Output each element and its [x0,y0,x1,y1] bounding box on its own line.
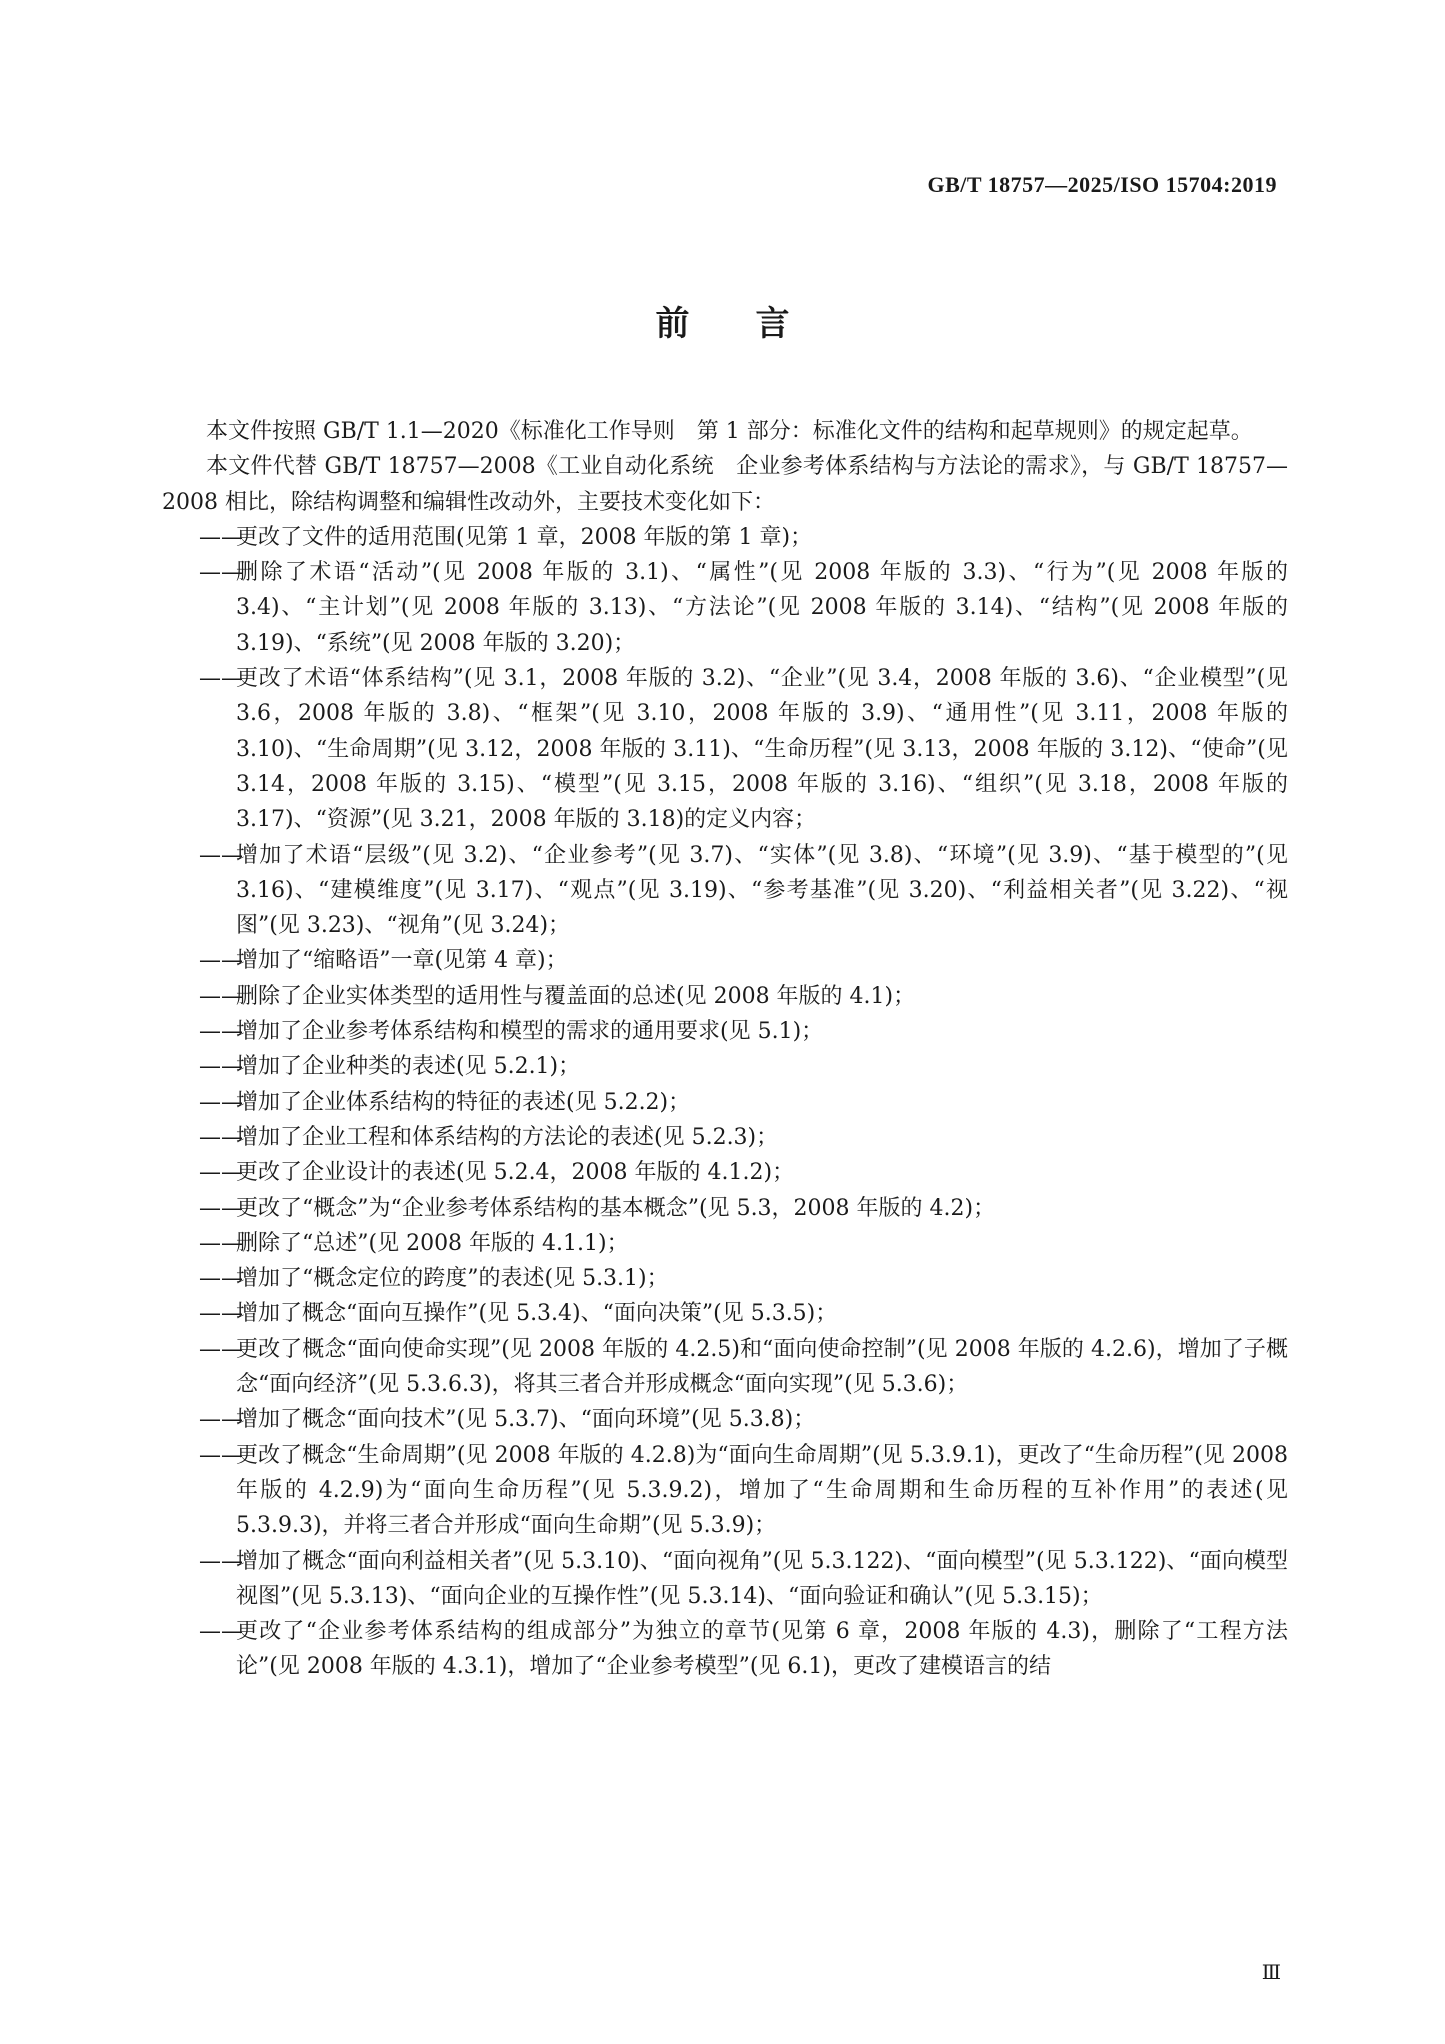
change-item-text: 增加了企业参考体系结构和模型的需求的通用要求(见 5.1)； [236,1019,824,1045]
change-item [162,661,1288,837]
item-dash: —— [199,842,243,868]
item-dash: —— [199,1230,243,1256]
change-item-text: 更改了“概念”为“企业参考体系结构的基本概念”(见 5.3，2008 年版的 4.2)； [236,1195,996,1221]
change-item [162,1332,1288,1403]
item-dash: —— [199,1019,243,1045]
change-item-text: 增加了概念“面向利益相关者”(见 5.3.10)、“面向视角”(见 5.3.122)、“面向模型”(见 5.3.122)、“面向模型视图”(见 5.3.13)、“面向企业的互操作性”(见 5.3.14)、“面向验证和确认”(见 5.3.15)； [236,1548,1288,1609]
change-item [162,1261,1288,1296]
change-item-text: 增加了概念“面向技术”(见 5.3.7)、“面向环境”(见 5.3.8)； [236,1407,816,1433]
paragraph: 本文件按照 GB/T 1.1—2020《标准化工作导则 第 1 部分：标准化文件的结构和起草规则》的规定起草。 [206,419,1253,444]
page-number: Ⅲ [1261,1962,1281,1984]
change-item-text: 更改了文件的适用范围(见第 1 章，2008 年版的第 1 章)； [236,524,813,550]
item-dash: —— [199,983,243,1009]
page-title-part-2: 言 [755,304,790,344]
change-item [162,1544,1288,1615]
item-dash: —— [199,524,243,550]
item-dash: —— [199,1442,243,1468]
item-dash: —— [199,1407,243,1433]
change-item [162,1614,1288,1685]
change-item [162,1014,1288,1049]
change-item [162,979,1288,1014]
change-item-text: 删除了企业实体类型的适用性与覆盖面的总述(见 2008 年版的 4.1)； [236,983,916,1009]
change-item [162,1402,1288,1437]
item-dash: —— [199,1054,243,1080]
item-dash: —— [199,666,243,692]
item-dash: —— [199,1548,243,1574]
change-item-text: 更改了“企业参考体系结构的组成部分”为独立的章节(见第 6 章，2008 年版的 4.3)，删除了“工程方法论”(见 2008 年版的 4.3.1)，增加了“企业参考模型”(见 6.1)，更改了建模语言的结 [236,1619,1288,1680]
change-item [162,555,1288,661]
item-dash: —— [199,1089,243,1115]
change-item-text: 删除了“总述”(见 2008 年版的 4.1.1)； [236,1230,629,1256]
item-dash: —— [199,1301,243,1327]
change-item [162,943,1288,978]
item-dash: —— [199,1195,243,1221]
document-body [162,414,1288,1685]
change-item [162,838,1288,944]
change-item [162,1296,1288,1331]
change-item-text: 增加了企业体系结构的特征的表述(见 5.2.2)； [236,1089,691,1115]
item-dash: —— [199,560,243,586]
page-title [0,296,1445,345]
item-dash: —— [199,1619,243,1645]
item-dash: —— [199,1160,243,1186]
item-dash: —— [199,948,243,974]
paragraph: 本文件代替 GB/T 18757—2008《工业自动化系统 企业参考体系结构与方法论的需求》，与 GB/T 18757—2008 相比，除结构调整和编辑性改动外，主要技术变化如下： [162,454,1288,515]
page-title-part-1: 前 [655,304,690,344]
item-dash: —— [199,1266,243,1292]
change-item-text: 增加了术语“层级”(见 3.2)、“企业参考”(见 3.7)、“实体”(见 3.8)、“环境”(见 3.9)、“基于模型的”(见 3.16)、“建模维度”(见 3.17)、“观点”(见 3.19)、“参考基准”(见 3.20)、“利益相关者”(见 3.22)、“视图”(见 3.23)、“视角”(见 3.24)； [236,842,1288,939]
change-item-text: 更改了术语“体系结构”(见 3.1，2008 年版的 3.2)、“企业”(见 3.4，2008 年版的 3.6)、“企业模型”(见 3.6，2008 年版的 3.8)、“框架”(见 3.10，2008 年版的 3.9)、“通用性”(见 3.11，2008 年版的 3.10)、“生命周期”(见 3.12，2008 年版的 3.11)、“生命历程”(见 3.13，2008 年版的 3.12)、“使命”(见 3.14，2008 年版的 3.15)、“模型”(见 3.15，2008 年版的 3.16)、“组织”(见 3.18，2008 年版的 3.17)、“资源”(见 3.21，2008 年版的 3.18)的定义内容； [236,666,1288,833]
change-item-text: 增加了概念“面向互操作”(见 5.3.4)、“面向决策”(见 5.3.5)； [236,1301,838,1327]
change-item-text: 更改了企业设计的表述(见 5.2.4，2008 年版的 4.1.2)； [236,1160,795,1186]
change-item-text: 更改了概念“生命周期”(见 2008 年版的 4.2.8)为“面向生命周期”(见 5.3.9.1)，更改了“生命历程”(见 2008 年版的 4.2.9)为“面向生命历程”(见 5.3.9.2)，增加了“生命周期和生命历程的互补作用”的表述(见 5.3.9.3)，并将三者合并形成“面向生命期”(见 5.3.9)； [236,1442,1288,1539]
change-item-text: 增加了企业种类的表述(见 5.2.1)； [236,1054,581,1080]
change-item [162,1226,1288,1261]
change-item [162,1049,1288,1084]
change-item [162,1438,1288,1544]
change-item [162,520,1288,555]
item-dash: —— [199,1336,243,1362]
change-item-text: 删除了术语“活动”(见 2008 年版的 3.1)、“属性”(见 2008 年版的 3.3)、“行为”(见 2008 年版的 3.4)、“主计划”(见 2008 年版的 3.13)、“方法论”(见 2008 年版的 3.14)、“结构”(见 2008 年版的 3.19)、“系统”(见 2008 年版的 3.20)； [236,560,1288,656]
change-item-text: 更改了概念“面向使命实现”(见 2008 年版的 4.2.5)和“面向使命控制”(见 2008 年版的 4.2.6)，增加了子概念“面向经济”(见 5.3.6.3)，将其三者合并形成概念“面向实现”(见 5.3.6)； [236,1336,1288,1398]
change-item-text: 增加了“缩略语”一章(见第 4 章)； [236,948,568,974]
change-item [162,1120,1288,1155]
item-dash: —— [199,1124,243,1150]
change-item [162,1085,1288,1120]
change-item-text: 增加了“概念定位的跨度”的表述(见 5.3.1)； [236,1266,669,1292]
document-code: GB/T 18757—2025/ISO 15704:2019 [927,172,1277,197]
change-item [162,1155,1288,1190]
change-item-text: 增加了企业工程和体系结构的方法论的表述(见 5.2.3)； [236,1124,779,1150]
change-item [162,1191,1288,1226]
